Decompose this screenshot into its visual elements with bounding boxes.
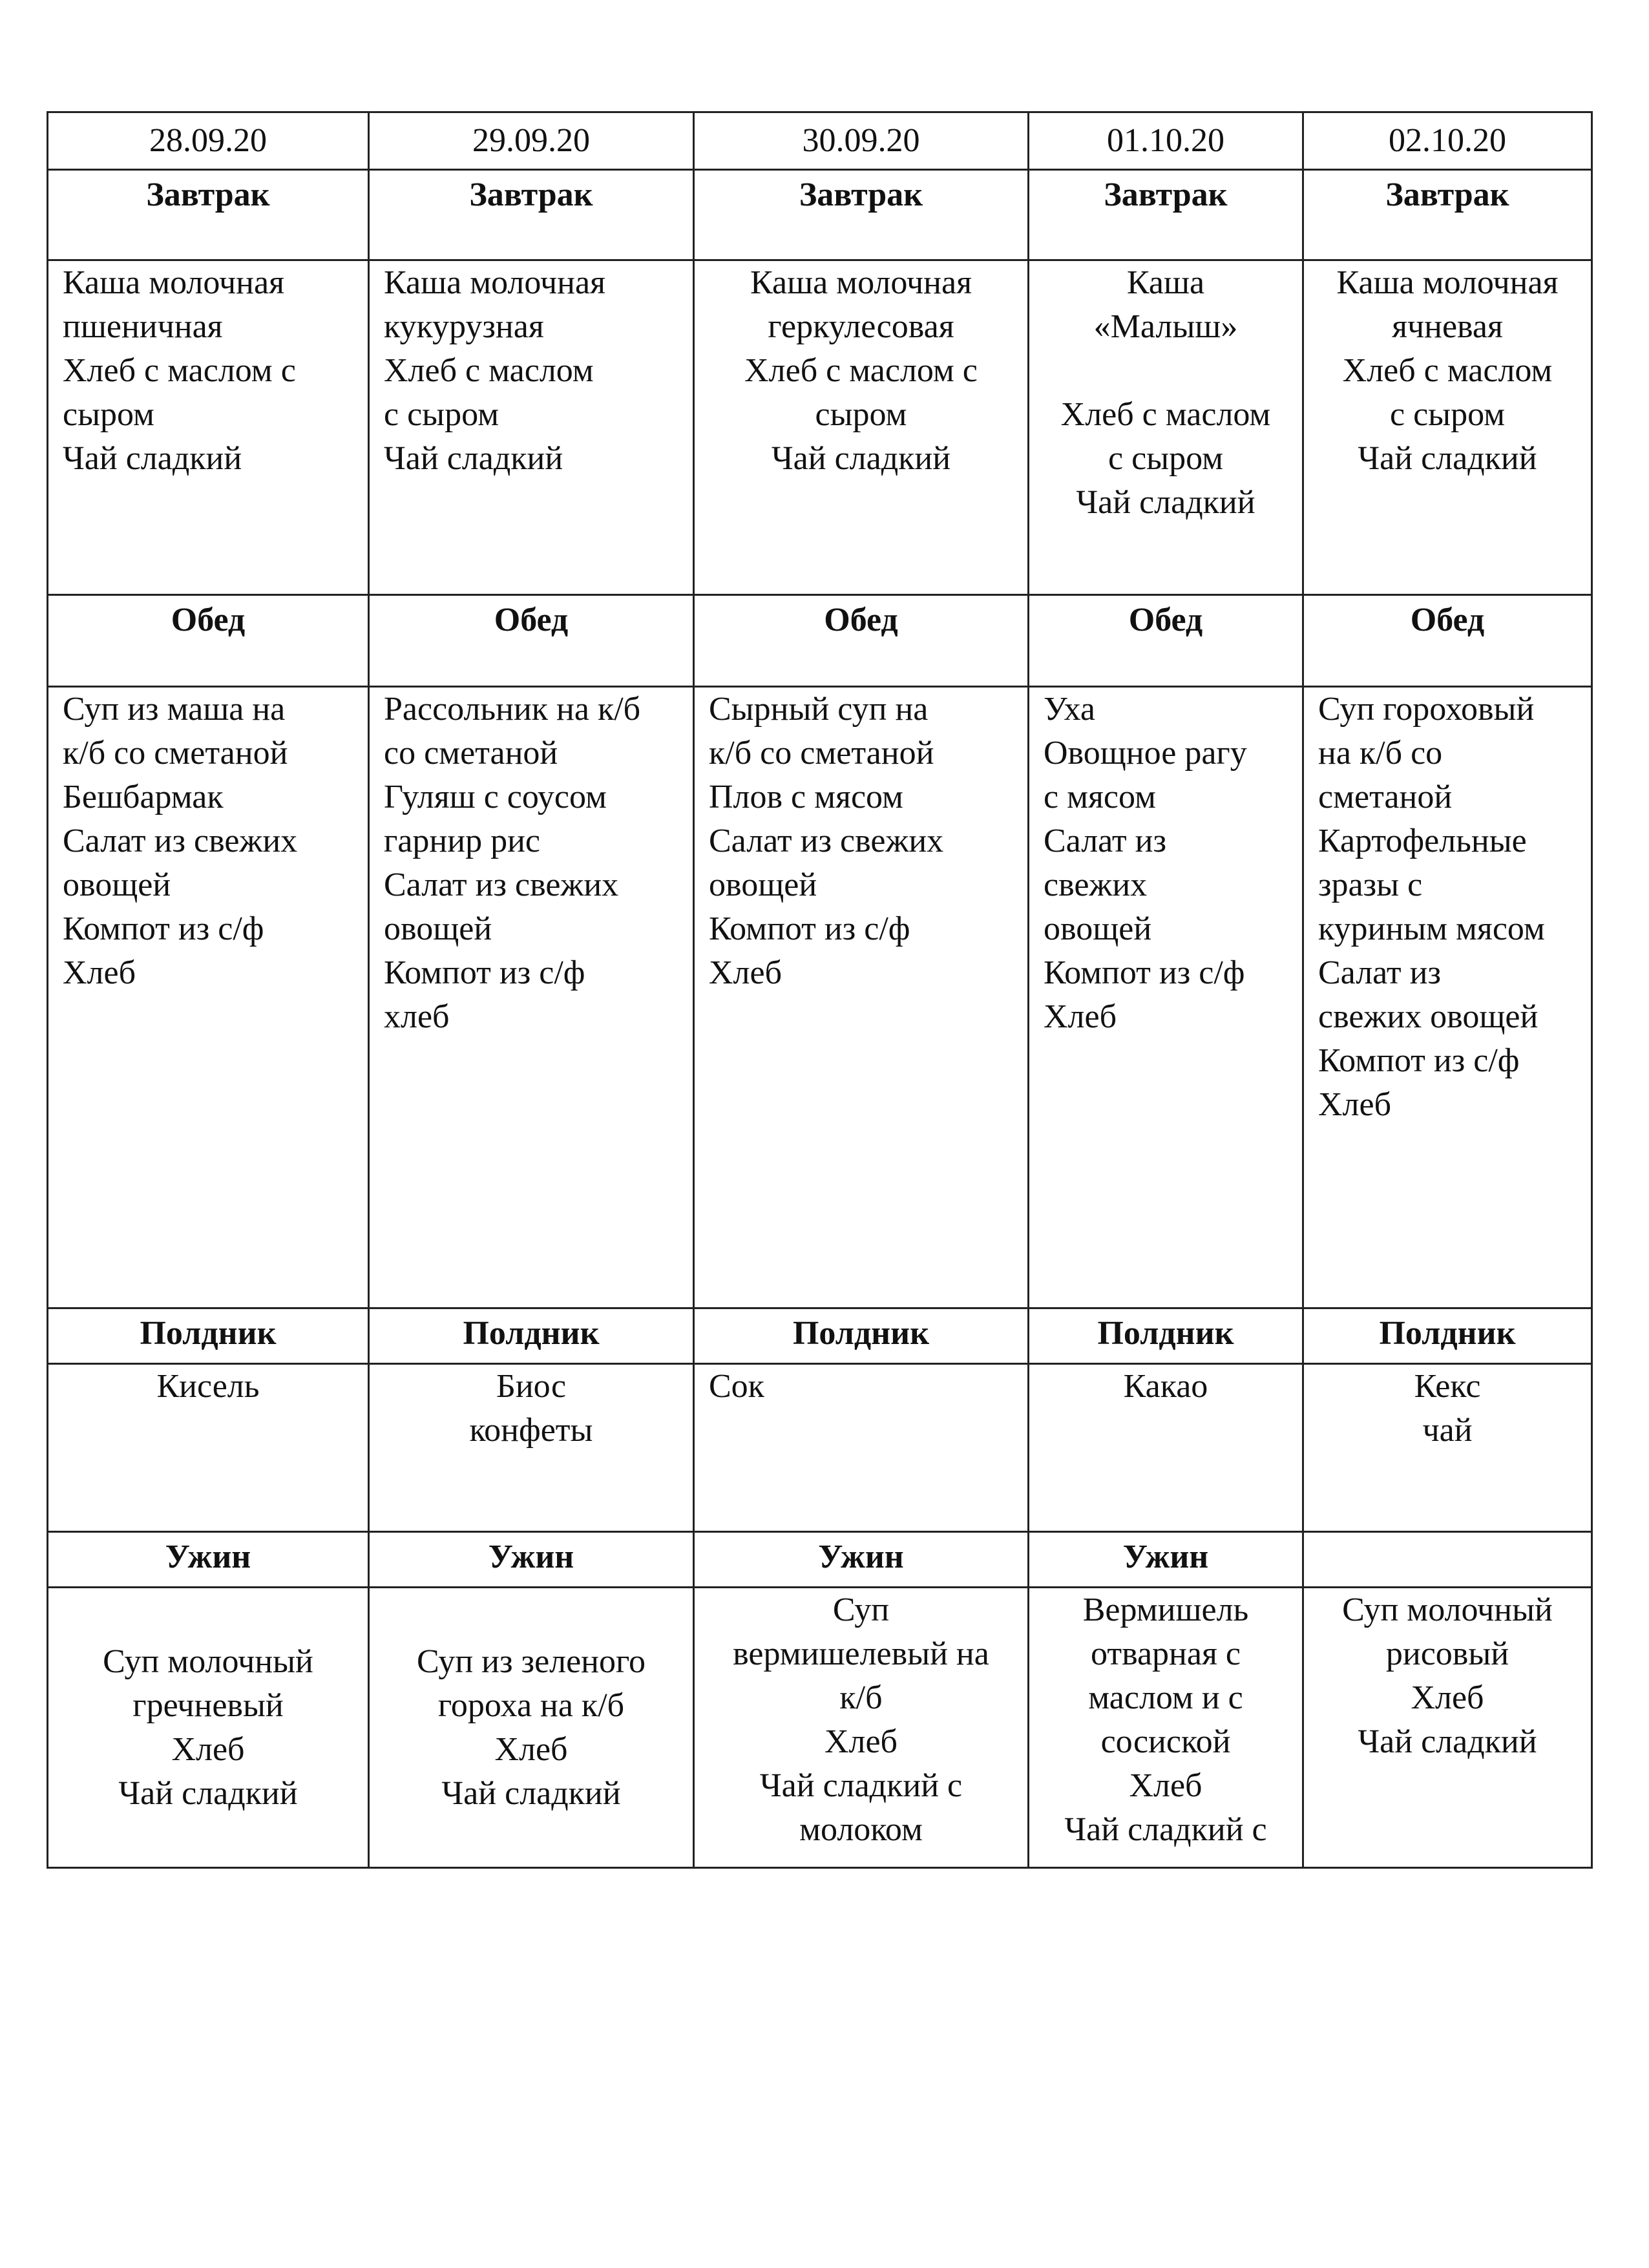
dinner-dishes-cell (48, 1588, 369, 1868)
meal-heading-dinner: Ужин (369, 1532, 694, 1588)
dish-list: Сок (709, 1368, 764, 1405)
dish-list: Кисель (156, 1368, 260, 1405)
dish-list: Каша молочная пшеничная Хлеб с маслом с сыром Чай сладкий (63, 264, 296, 477)
meal-heading-lunch: Обед (369, 595, 694, 687)
dinner-dishes-cell (1303, 1588, 1592, 1868)
lunch-dishes-cell (1029, 687, 1303, 1308)
meal-heading-lunch: Обед (694, 595, 1029, 687)
lunch-dishes-cell (369, 687, 694, 1308)
snack-dishes-cell (369, 1364, 694, 1532)
meal-heading-snack: Полдник (369, 1308, 694, 1364)
meal-heading-snack: Полдник (694, 1308, 1029, 1364)
snack-dishes-cell (694, 1364, 1029, 1532)
dish-list: Биос конфеты (469, 1368, 593, 1449)
lunch-dishes-row (48, 687, 1592, 1308)
breakfast-dishes-cell (1303, 260, 1592, 595)
dish-list: Суп из зеленого гороха на к/б Хлеб Чай сладкий (416, 1643, 646, 1812)
breakfast-dishes-cell (369, 260, 694, 595)
meal-heading-breakfast: Завтрак (369, 170, 694, 260)
breakfast-dishes-cell (694, 260, 1029, 595)
lunch-dishes-cell (1303, 687, 1592, 1308)
date-cell: 02.10.20 (1303, 112, 1592, 170)
lunch-dishes-cell (694, 687, 1029, 1308)
dish-list: Суп молочный рисовый Хлеб Чай сладкий (1342, 1591, 1553, 1760)
dish-list: Суп молочный гречневый Хлеб Чай сладкий (103, 1643, 313, 1812)
meal-heading-dinner: Ужин (694, 1532, 1029, 1588)
dish-list: Суп вермишелевый на к/б Хлеб Чай сладкий с молоком (733, 1591, 989, 1848)
meal-heading-breakfast: Завтрак (694, 170, 1029, 260)
dish-list: Суп гороховый на к/б со сметаной Картофельные зразы с куриным мясом Салат из свежих овощей Компот из с/ф Хлеб (1318, 691, 1545, 1123)
date-cell: 01.10.20 (1029, 112, 1303, 170)
snack-dishes-row (48, 1364, 1592, 1532)
meal-heading-dinner: Ужин (48, 1532, 369, 1588)
breakfast-dishes-cell (1029, 260, 1303, 595)
dish-list: Каша молочная кукурузная Хлеб с маслом с сыром Чай сладкий (384, 264, 606, 477)
dinner-dishes-cell (369, 1588, 694, 1868)
meal-heading-breakfast: Завтрак (48, 170, 369, 260)
meal-heading-lunch: Обед (1303, 595, 1592, 687)
dish-list: Каша молочная геркулесовая Хлеб с маслом с сыром Чай сладкий (744, 264, 978, 477)
date-cell: 29.09.20 (369, 112, 694, 170)
dinner-dishes-cell (1029, 1588, 1303, 1868)
meal-heading-lunch: Обед (48, 595, 369, 687)
meal-heading-snack: Полдник (1303, 1308, 1592, 1364)
meal-heading-breakfast: Завтрак (1029, 170, 1303, 260)
breakfast-dishes-row (48, 260, 1592, 595)
snack-dishes-cell (48, 1364, 369, 1532)
dish-list: Сырный суп на к/б со сметаной Плов с мясом Салат из свежих овощей Компот из с/ф Хлеб (709, 691, 944, 991)
dinner-dishes-cell (694, 1588, 1029, 1868)
lunch-dishes-cell (48, 687, 369, 1308)
dinner-heading-row (48, 1532, 1592, 1588)
dish-list: Уха Овощное рагу с мясом Салат из свежих овощей Компот из с/ф Хлеб (1044, 691, 1247, 1035)
meal-heading-dinner: Ужин (1029, 1532, 1303, 1588)
dish-list: Какао (1123, 1368, 1208, 1405)
breakfast-dishes-cell (48, 260, 369, 595)
dish-list: Кекс чай (1414, 1368, 1481, 1449)
meal-heading-snack: Полдник (1029, 1308, 1303, 1364)
snack-dishes-cell (1303, 1364, 1592, 1532)
dish-list: Рассольник на к/б со сметаной Гуляш с соусом гарнир рис Салат из свежих овощей Компот из с/ф хлеб (384, 691, 641, 1035)
dinner-dishes-row (48, 1588, 1592, 1868)
snack-dishes-cell (1029, 1364, 1303, 1532)
meal-heading-lunch: Обед (1029, 595, 1303, 687)
date-header-row (48, 112, 1592, 170)
dish-list: Вермишель отварная с маслом и с сосиской Хлеб Чай сладкий с (1064, 1591, 1267, 1848)
dish-list: Суп из маша на к/б со сметаной Бешбармак Салат из свежих овощей Компот из с/ф Хлеб (63, 691, 298, 991)
date-cell: 30.09.20 (694, 112, 1029, 170)
meal-heading-snack: Полдник (48, 1308, 369, 1364)
lunch-heading-row (48, 595, 1592, 687)
meal-heading-empty (1303, 1532, 1592, 1588)
snack-heading-row (48, 1308, 1592, 1364)
date-cell: 28.09.20 (48, 112, 369, 170)
menu-table (47, 111, 1593, 1869)
dish-list: Каша «Малыш» Хлеб с маслом с сыром Чай сладкий (1060, 264, 1271, 521)
dish-list: Каша молочная ячневая Хлеб с маслом с сыром Чай сладкий (1336, 264, 1559, 477)
meal-heading-breakfast: Завтрак (1303, 170, 1592, 260)
breakfast-heading-row (48, 170, 1592, 260)
